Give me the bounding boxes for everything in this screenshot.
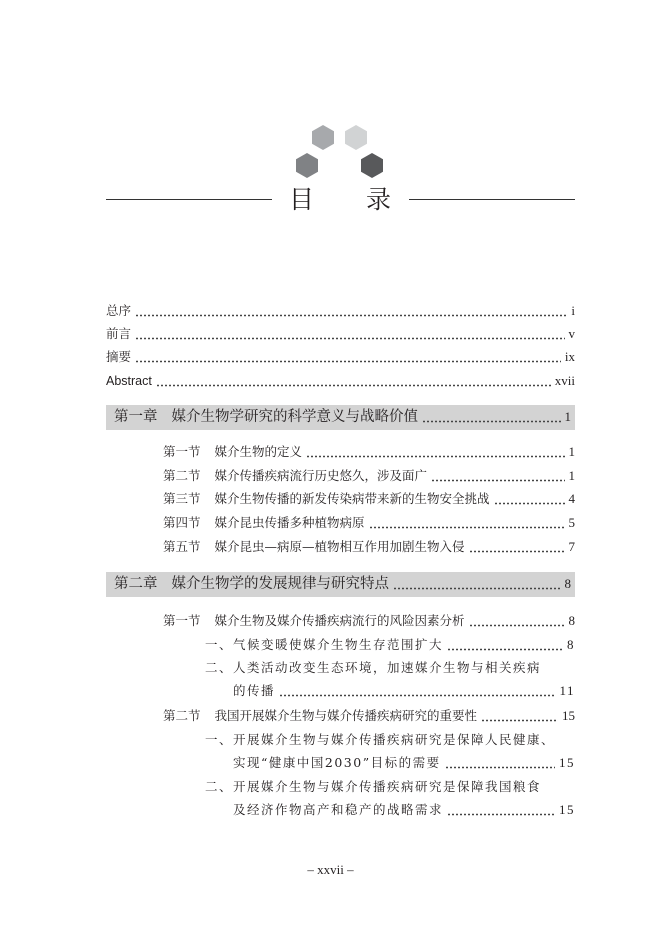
entry-label: 总序 [106,303,132,318]
subsection-entry-continued[interactable] [233,681,575,701]
subsection-title: 一、气候变暖使媒介生物生存范围扩大 [205,637,444,652]
subsection-title-continued: 的传播 [233,683,276,698]
subsection-entry[interactable] [205,658,575,678]
section-title: 媒介传播疾病流行历史悠久，涉及面广 [214,468,428,483]
section-entry[interactable] [163,513,575,533]
subsection-entry-continued[interactable] [233,800,575,820]
chapter-number: 第一章 [114,409,158,425]
entry-page: v [568,326,575,341]
section-number: 第一节 [163,613,201,628]
section-page: 15 [562,708,575,723]
subsection-title-continued: 实现“健康中国2030”目标的需要 [233,755,441,770]
hexagon-icon [312,125,334,150]
leader-dots [431,479,564,482]
toc-entry[interactable] [106,347,575,367]
section-page: 1 [568,468,575,483]
subsection-title: 一、开展媒介生物与媒介传播疾病研究是保障人民健康、 [205,732,556,747]
subsection-page: 11 [559,683,575,698]
leader-dots [481,719,558,722]
entry-page: xvii [554,373,575,388]
entry-page: i [571,303,575,318]
leader-dots [447,813,555,816]
chapter-page: 1 [564,409,571,424]
section-title: 媒介生物及媒介传播疾病流行的风险因素分析 [214,613,465,628]
subsection-page: 8 [567,637,575,652]
section-page: 5 [568,515,575,530]
section-number: 第二节 [163,708,201,723]
entry-label: 前言 [106,326,132,341]
subsection-page: 15 [559,802,575,817]
subsection-title: 二、人类活动改变生态环境，加速媒介生物与相关疾病 [205,660,542,675]
section-title: 媒介生物的定义 [214,444,303,459]
leader-dots [447,648,563,651]
section-number: 第一节 [163,444,201,459]
section-number: 第五节 [163,539,201,554]
section-title: 媒介昆虫传播多种植物病原 [214,515,365,530]
chapter-heading[interactable] [106,572,575,597]
leader-dots [156,384,551,387]
leader-dots [445,766,555,769]
leader-dots [279,694,555,697]
leader-dots [494,502,565,505]
section-entry[interactable] [163,442,575,462]
section-entry[interactable] [163,611,575,631]
chapter-page: 8 [564,576,571,591]
section-title: 我国开展媒介生物与媒介传播疾病研究的重要性 [214,708,478,723]
section-entry[interactable] [163,489,575,509]
subsection-entry-continued[interactable] [233,753,575,773]
toc-entry[interactable] [106,324,575,344]
title-rule-right [409,199,575,200]
chapter-title: 媒介生物学的发展规律与研究特点 [171,576,389,592]
hexagon-icon [345,125,367,150]
subsection-title: 二、开展媒介生物与媒介传播疾病研究是保障我国粮食 [205,779,542,794]
toc-entry[interactable] [106,371,575,391]
leader-dots [422,420,561,423]
hexagon-icon [296,153,318,178]
section-number: 第三节 [163,491,201,506]
section-title: 媒介昆虫—病原—植物相互作用加剧生物入侵 [214,539,465,554]
section-number: 第二节 [163,468,201,483]
leader-dots [393,587,561,590]
subsection-title-continued: 及经济作物高产和稳产的战略需求 [233,802,444,817]
entry-label: 摘要 [106,349,132,364]
leader-dots [135,360,561,363]
entry-page: ix [564,349,575,364]
section-number: 第四节 [163,515,201,530]
hexagon-icon [361,153,383,178]
section-page: 7 [568,539,575,554]
page-number-footer: – xxvii – [307,862,354,877]
toc-entry[interactable] [106,301,575,321]
subsection-page: 15 [559,755,575,770]
chapter-number: 第二章 [114,576,158,592]
leader-dots [469,550,565,553]
subsection-entry[interactable] [205,635,575,655]
section-page: 4 [568,491,575,506]
title-rule-left [106,199,272,200]
leader-dots [369,526,565,529]
subsection-entry[interactable] [205,777,575,797]
section-title: 媒介生物传播的新发传染病带来新的生物安全挑战 [214,491,490,506]
chapter-title: 媒介生物学研究的科学意义与战略价值 [171,409,418,425]
page-title-char2: 录 [366,185,392,214]
entry-label: Abstract [106,374,152,388]
subsection-entry[interactable] [205,730,575,750]
section-page: 1 [568,444,575,459]
leader-dots [306,455,564,458]
section-entry[interactable] [163,466,575,486]
section-entry[interactable] [163,537,575,557]
section-entry[interactable] [163,706,575,726]
page-title-char1: 目 [289,185,315,214]
section-page: 8 [568,613,575,628]
leader-dots [135,337,564,340]
leader-dots [469,624,565,627]
leader-dots [135,314,567,317]
chapter-heading[interactable] [106,405,575,430]
